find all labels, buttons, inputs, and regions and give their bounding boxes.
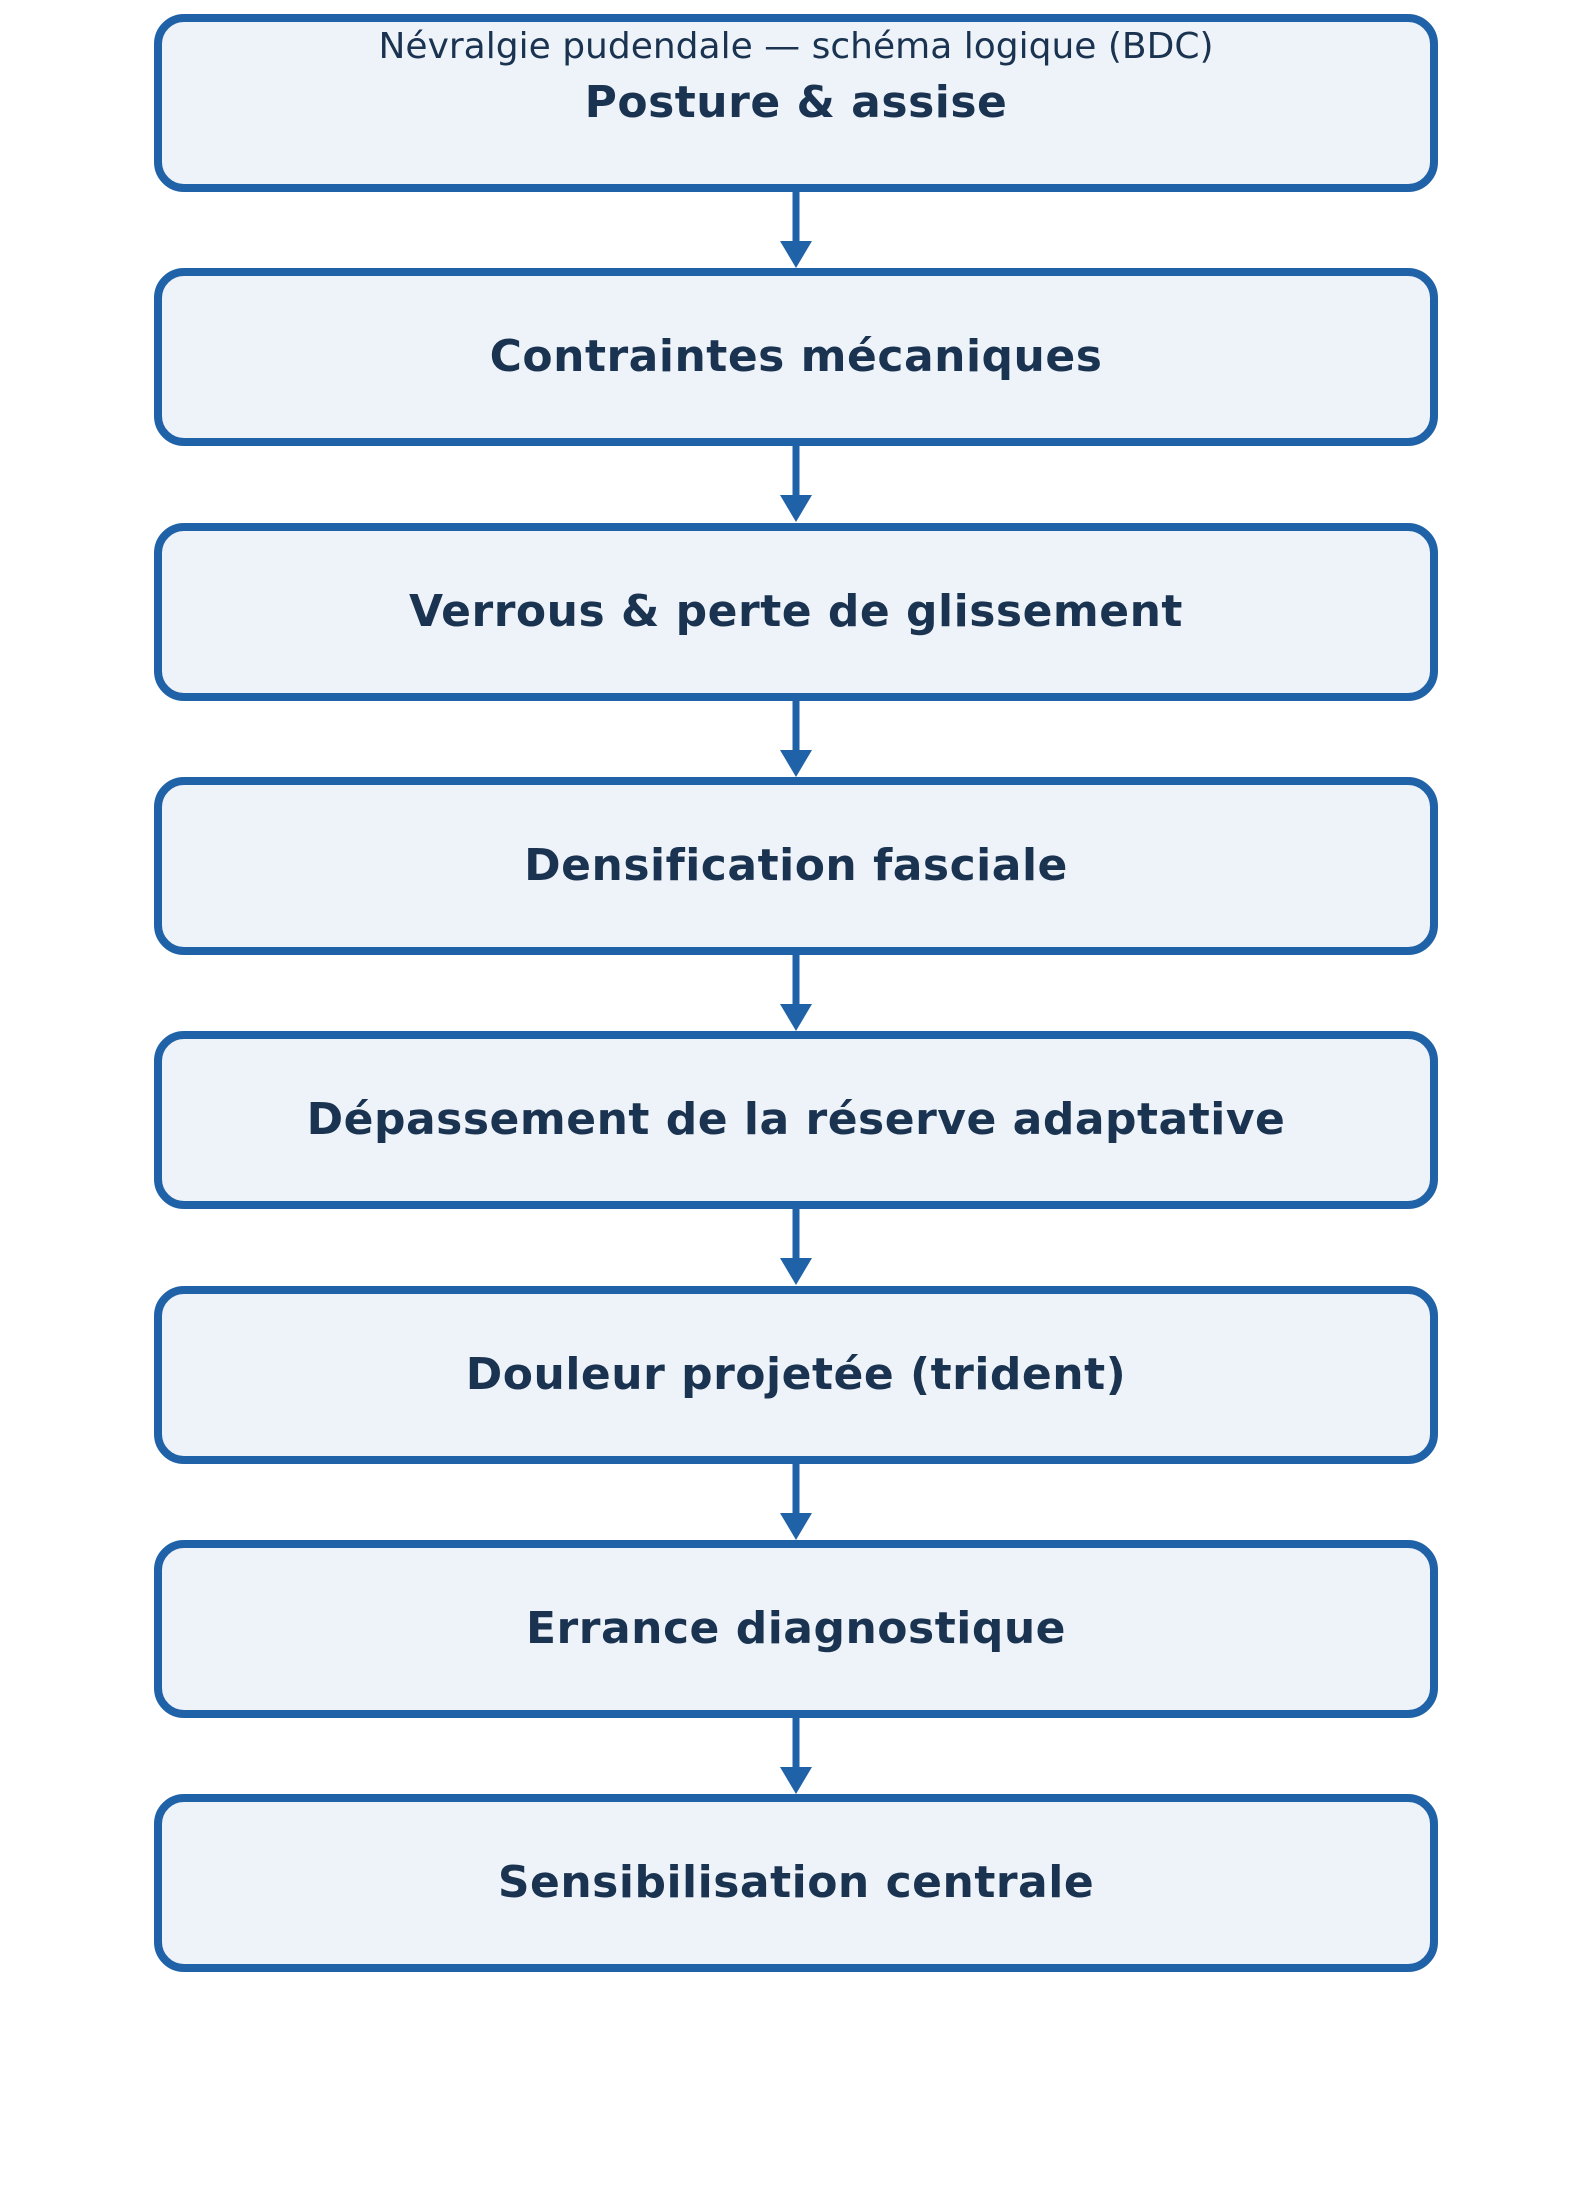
arrow-head bbox=[780, 1767, 812, 1794]
arrow-head bbox=[780, 495, 812, 522]
down-arrow-icon bbox=[778, 192, 814, 268]
arrow-head bbox=[780, 1513, 812, 1540]
node-label: Douleur projetée (trident) bbox=[465, 1348, 1127, 1400]
arrow-line bbox=[793, 1718, 800, 1771]
arrow-head bbox=[780, 1258, 812, 1285]
flow-node-sensibilisation-centrale bbox=[154, 1794, 1438, 1972]
flow-node-densification-fasciale bbox=[154, 777, 1438, 955]
down-arrow-icon bbox=[778, 446, 814, 522]
node-label: Verrous & perte de glissement bbox=[409, 585, 1183, 637]
down-arrow-icon bbox=[778, 1718, 814, 1794]
down-arrow-icon bbox=[778, 1464, 814, 1540]
flow-node-posture-assise bbox=[154, 14, 1438, 192]
arrow-line bbox=[793, 701, 800, 754]
arrow-head bbox=[780, 750, 812, 777]
node-label: Dépassement de la réserve adaptative bbox=[306, 1093, 1286, 1145]
flow-node-errance-diagnostique bbox=[154, 1540, 1438, 1718]
flow-node-douleur-projetee bbox=[154, 1286, 1438, 1464]
arrow-line bbox=[793, 1464, 800, 1517]
flow-node-contraintes-mecaniques bbox=[154, 268, 1438, 446]
arrow-line bbox=[793, 1209, 800, 1262]
arrow-line bbox=[793, 446, 800, 499]
node-label: Contraintes mécaniques bbox=[489, 330, 1103, 382]
down-arrow-icon bbox=[778, 1209, 814, 1285]
arrow-head bbox=[780, 241, 812, 268]
diagram-title: Névralgie pudendale — schéma logique (BDC) bbox=[378, 26, 1214, 67]
arrow-line bbox=[793, 955, 800, 1008]
node-label: Errance diagnostique bbox=[526, 1602, 1066, 1654]
arrow-line bbox=[793, 192, 800, 245]
flow-node-verrous-glissement bbox=[154, 523, 1438, 701]
arrow-head bbox=[780, 1004, 812, 1031]
node-label: Densification fasciale bbox=[524, 839, 1068, 891]
down-arrow-icon bbox=[778, 701, 814, 777]
node-label: Posture & assise bbox=[584, 76, 1008, 128]
flow-node-depassement-reserve bbox=[154, 1031, 1438, 1209]
node-label: Sensibilisation centrale bbox=[497, 1856, 1095, 1908]
down-arrow-icon bbox=[778, 955, 814, 1031]
